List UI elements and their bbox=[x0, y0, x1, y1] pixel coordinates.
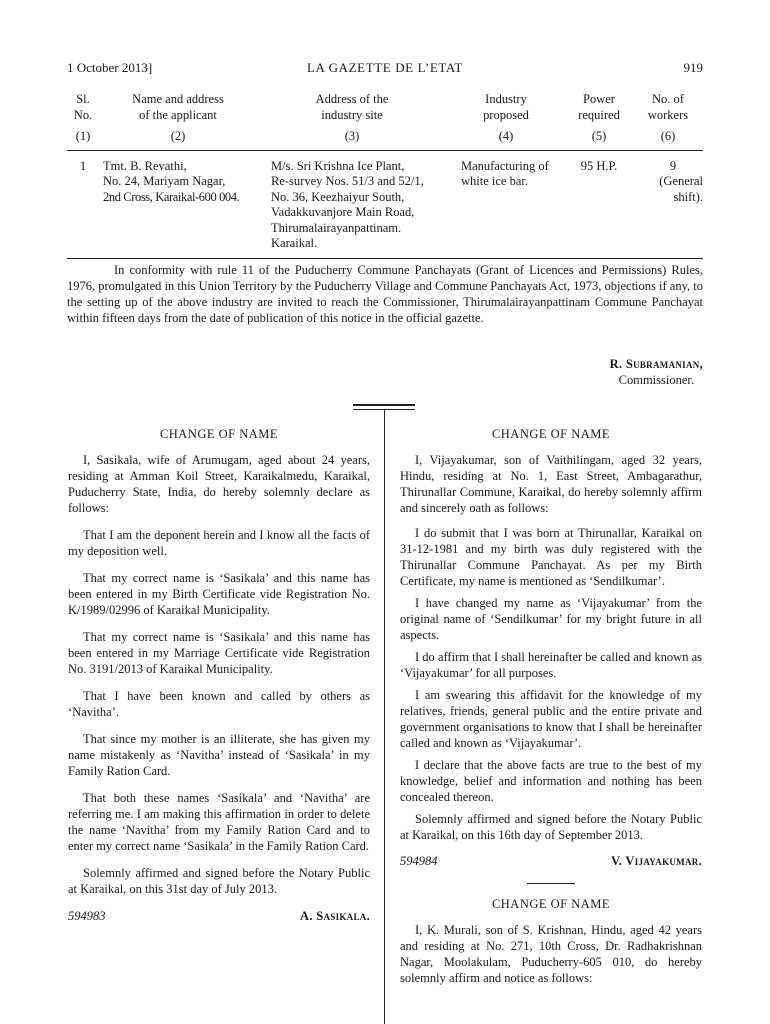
paragraph: That since my mother is an illiterate, she has given my name mistakenly as ‘Navitha’ instead of ‘Sasikala’ in my Family Ration Card. bbox=[68, 732, 370, 778]
table-bottom-rule bbox=[67, 258, 703, 259]
table-number-row bbox=[67, 126, 703, 150]
col-num: (3) bbox=[257, 126, 447, 150]
cell-site: M/s. Sri Krishna Ice Plant, Re-survey Nos. 51/3 and 52/1, No. 36, Keezhaiyur South, Vadakkuvanjore Main Road, Thirumalairayanpattinam. Karaikal. bbox=[271, 158, 424, 250]
cell-workers: 9 (General shift). bbox=[659, 158, 703, 204]
cell-applicant: Tmt. B. Revathi, No. 24, Mariyam Nagar, 2nd Cross, Karaikal-600 004. bbox=[103, 158, 240, 204]
paragraph: I do submit that I was born at Thirunallar, Karaikal on 31-12-1981 and my birth was duly registered with the Thirunallar Commune Panchayat. As per my Birth Certificate, my name is mentioned as ‘Sendilkumar’. bbox=[400, 526, 702, 588]
paragraph: That both these names ‘Sasikala’ and ‘Navitha’ are referring me. I am making this affirmation in order to delete the name ‘Navitha’ from my Family Ration Card and to enter my correct name ‘Sasikala’ in the Family Ration Card. bbox=[68, 791, 370, 853]
reference-number: 594983 bbox=[68, 909, 106, 923]
left-column bbox=[68, 426, 370, 924]
col-header-power: Power required bbox=[578, 92, 620, 122]
col-header-workers: No. of workers bbox=[647, 92, 689, 122]
paragraph: I, K. Murali, son of S. Krishnan, Hindu, aged 42 years and residing at No. 271, 10th Cross, Dr. Radhakrishnan Nagar, Moolakulam, Puducherry-605 010, do hereby solemnly affirm and notice as follows: bbox=[400, 923, 702, 985]
change-of-name-heading: CHANGE OF NAME bbox=[491, 897, 611, 911]
notice-separator bbox=[527, 883, 575, 884]
cell-power: 95 H.P. bbox=[580, 158, 618, 173]
commissioner-signature bbox=[610, 356, 703, 388]
paragraph: I have changed my name as ‘Vijayakumar’ from the original name of ‘Sendilkumar’ for my bright future in all aspects. bbox=[400, 596, 702, 642]
col-num: (6) bbox=[633, 126, 703, 150]
col-header-sl: Sl. No. bbox=[73, 92, 93, 122]
page-header bbox=[67, 60, 703, 78]
commissioner-name: R. Subramanian, bbox=[609, 357, 703, 371]
col-num: (5) bbox=[565, 126, 633, 150]
column-divider bbox=[384, 410, 385, 1024]
cell-industry: Manufacturing of white ice bar. bbox=[461, 158, 549, 188]
paragraph: I declare that the above facts are true to the best of my knowledge, belief and information and nothing has been concealed thereon. bbox=[400, 758, 702, 804]
cell-sl: 1 bbox=[79, 158, 87, 173]
table-header-row bbox=[67, 90, 703, 126]
paragraph: That I am the deponent herein and I know all the facts of my deposition well. bbox=[68, 528, 370, 558]
table-row bbox=[67, 150, 703, 252]
header-date: 1 October 2013] bbox=[67, 60, 153, 75]
notice-text: In conformity with rule 11 of the Puducherry Commune Panchayats (Grant of Licences and Permissions) Rules, 1976, promulgated in this Union Territory by the Puducherry Village and Commune Panchayats Act, 1973, objections if any, to the setting up of the above industry are invited to reach the Commissioner, Thirumalairayanpattinam Commune Panchayat within fifteen days from the date of publication of this notice in the official gazette. bbox=[67, 263, 703, 325]
paragraph: I, Vijayakumar, son of Vaithilingam, aged 32 years, Hindu, residing at No. 1, East Street, Ambagarathur, Thirunallar Commune, Karaikal, do hereby solemnly affirm and sincerely oath as follows: bbox=[400, 453, 702, 515]
section-rule-top bbox=[353, 404, 415, 406]
col-header-industry: Industry proposed bbox=[483, 92, 529, 122]
reference-number: 594984 bbox=[400, 854, 438, 868]
commissioner-title: Commissioner. bbox=[618, 373, 694, 387]
conformity-notice bbox=[67, 262, 703, 326]
col-header-site: Address of the industry site bbox=[315, 92, 389, 122]
paragraph: Solemnly affirmed and signed before the Notary Public at Karaikal, on this 31st day of July 2013. bbox=[68, 866, 370, 896]
paragraph: Solemnly affirmed and signed before the Notary Public at Karaikal, on this 16th day of September 2013. bbox=[400, 812, 702, 842]
paragraph: I, Sasikala, wife of Arumugam, aged about 24 years, residing at Amman Koil Street, Karaikalmedu, Karaikal, Puducherry State, India, do hereby solemnly declare as follows: bbox=[68, 453, 370, 515]
col-header-applicant: Name and address of the applicant bbox=[132, 92, 224, 122]
page-number: 919 bbox=[683, 60, 703, 75]
signatory-name: A. Sasikala. bbox=[300, 909, 370, 923]
signatory-name: V. Vijayakumar. bbox=[611, 854, 702, 868]
industry-table bbox=[67, 90, 703, 252]
paragraph: That my correct name is ‘Sasikala’ and this name has been entered in my Marriage Certificate vide Registration No. 3191/2013 of Karaikal Municipality. bbox=[68, 630, 370, 676]
paragraph: I do affirm that I shall hereinafter be called and known as ‘Vijayakumar’ for all purposes. bbox=[400, 650, 702, 680]
signature-line bbox=[400, 853, 702, 869]
col-num: (1) bbox=[67, 126, 99, 150]
signature-line bbox=[68, 908, 370, 924]
col-num: (4) bbox=[447, 126, 565, 150]
right-column bbox=[400, 426, 702, 995]
header-title: LA GAZETTE DE L’ETAT bbox=[307, 60, 463, 75]
change-of-name-heading: CHANGE OF NAME bbox=[159, 427, 279, 441]
paragraph: That my correct name is ‘Sasikala’ and this name has been entered in my Birth Certificate vide Registration No. K/1989/02996 of Karaikal Municipality. bbox=[68, 571, 370, 617]
col-num: (2) bbox=[99, 126, 257, 150]
paragraph: That I have been known and called by others as ‘Navitha’. bbox=[68, 689, 370, 719]
change-of-name-heading: CHANGE OF NAME bbox=[491, 427, 611, 441]
paragraph: I am swearing this affidavit for the knowledge of my relatives, friends, general public and the entire private and government organisations to know that I shall be hereinafter called and known as ‘Vijayakumar’. bbox=[400, 688, 702, 750]
